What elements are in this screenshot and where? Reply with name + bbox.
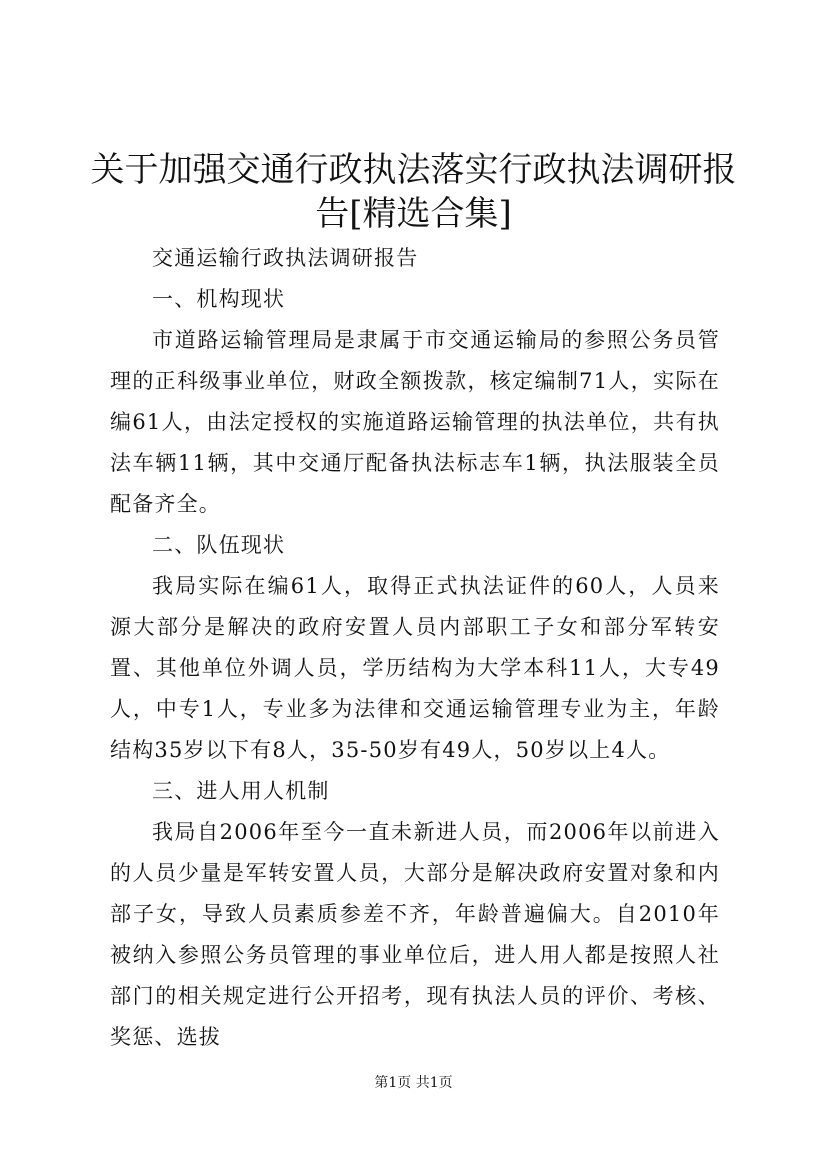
section-heading-hiring: 三、进人用人机制 <box>152 779 330 803</box>
document-body <box>110 238 720 1058</box>
paragraph-institution: 市道路运输管理局是隶属于市交通运输局的参照公务员管理的正科级事业单位，财政全额拨款，核定编制71人，实际在编61人，由法定授权的实施道路运输管理的执法单位，共有执法车辆11辆，其中交通厅配备执法标志车1辆，执法服装全员配备齐全。 <box>110 328 720 516</box>
section-heading-team: 二、队伍现状 <box>152 533 286 557</box>
paragraph-team: 我局实际在编61人，取得正式执法证件的60人，人员来源大部分是解决的政府安置人员内部职工子女和部分军转安置、其他单位外调人员，学历结构为大学本科11人，大专49人，中专1人，专业多为法律和交通运输管理专业为主，年龄结构35岁以下有8人，35-50岁有49人，50岁以上4人。 <box>110 574 720 762</box>
paragraph-report-heading: 交通运输行政执法调研报告 <box>152 246 419 270</box>
paragraph-hiring: 我局自2006年至今一直未新进人员，而2006年以前进入的人员少量是军转安置人员，大部分是解决政府安置对象和内部子女，导致人员素质参差不齐，年龄普遍偏大。自2010年被纳入参照公务员管理的事业单位后，进人用人都是按照人社部门的相关规定进行公开招考，现有执法人员的评价、考核、奖惩、选拔 <box>110 820 720 1049</box>
page-footer: 第1页 共1页 <box>374 1075 453 1091</box>
section-heading-institution: 一、机构现状 <box>152 287 286 311</box>
document-title: 关于加强交通行政执法落实行政执法调研报告[精选合集] <box>90 150 737 234</box>
